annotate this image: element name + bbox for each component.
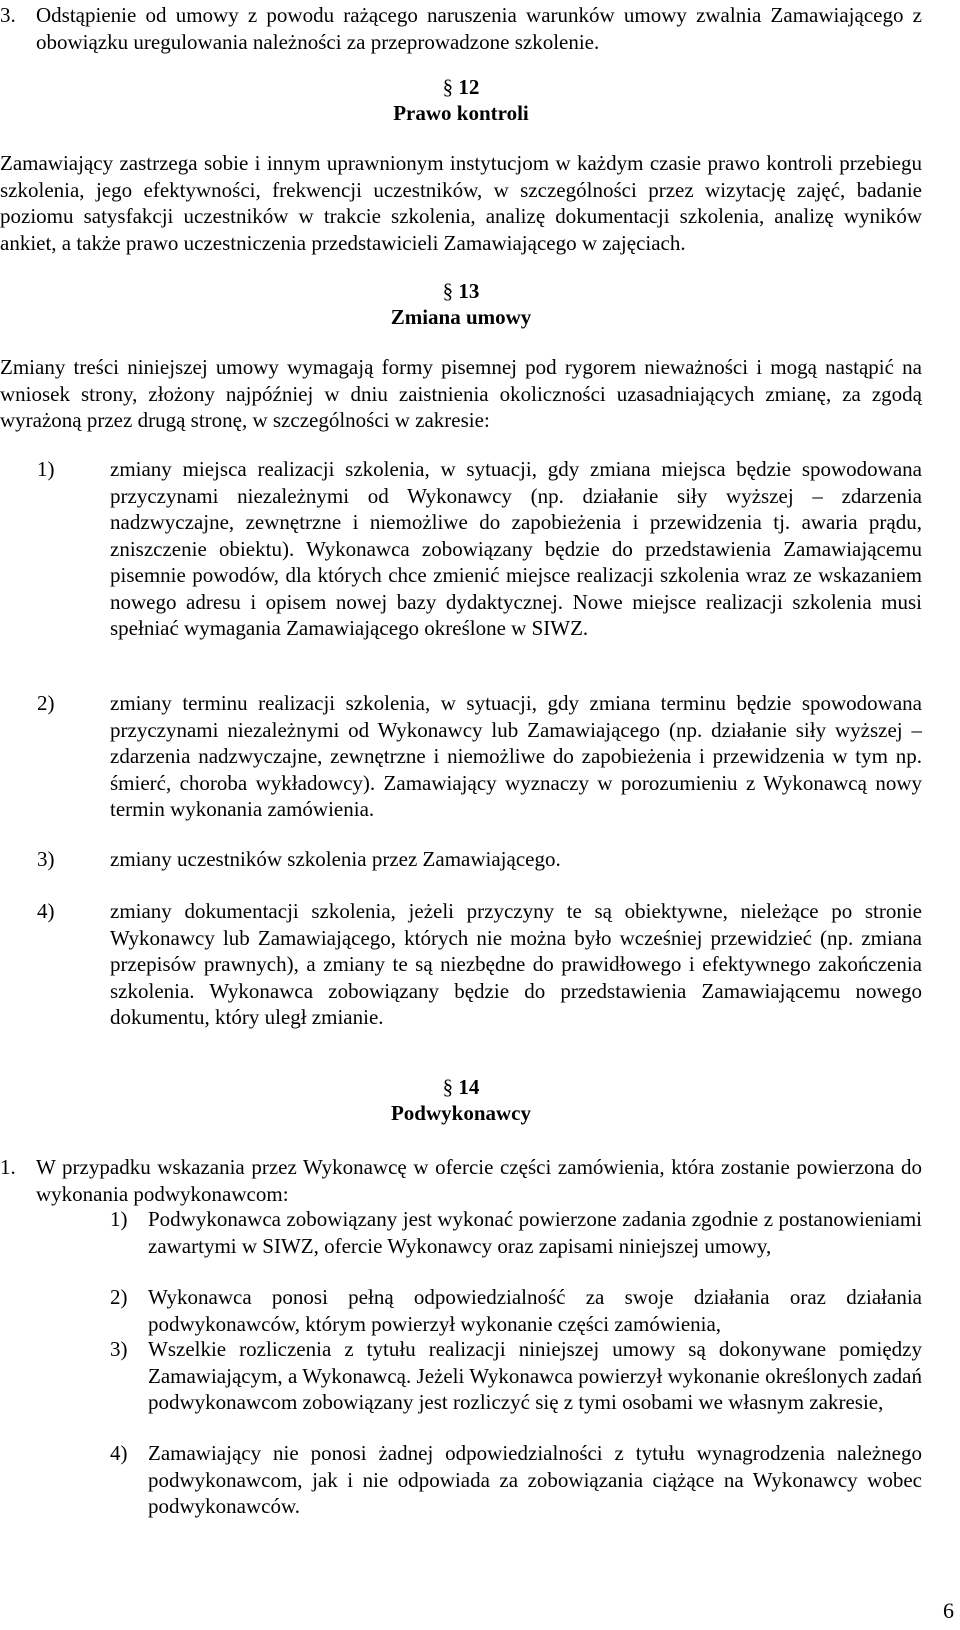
section-13-title: Zmiana umowy [390, 305, 532, 329]
list-item-number: 4) [110, 1441, 128, 1465]
section-number: 12 [458, 75, 480, 99]
list-item-text: Zamawiający nie ponosi żadnej odpowiedzialności z tytułu wynagrodzenia należnego podwykonawcom, jak i nie odpowiada za zobowiązania ciążące na Wykonawcy wobec podwykonawców. [148, 1441, 922, 1518]
section-13-heading [0, 278, 922, 305]
list-item-number: 3) [37, 847, 55, 871]
section-symbol: § [442, 279, 454, 303]
section-number: 13 [458, 279, 480, 303]
intro-item-number: 3. [0, 3, 16, 27]
section-13-body: Zmiany treści niniejszej umowy wymagają formy pisemnej pod rygorem nieważności i mogą nastąpić na wniosek strony, złożony najpóźniej w dniu zaistnienia okoliczności uzasadniających zmianę, za zgodą wyrażoną przez drugą stronę, w szczególności w zakresie: [0, 355, 922, 432]
list-item-text: Wszelkie rozliczenia z tytułu realizacji niniejszej umowy są dokonywane pomiędzy Zamawiającym, a Wykonawcą. Jeżeli Wykonawca powierzył wykonanie określonych zadań podwykonawcom zobowiązany jest rozliczyć się z tymi osobami we własnym zakresie, [148, 1337, 922, 1414]
list-item-text: zmiany uczestników szkolenia przez Zamawiającego. [110, 847, 561, 871]
list-item-text: zmiany dokumentacji szkolenia, jeżeli przyczyny te są obiektywne, nieleżące po stronie Wykonawcy lub Zamawiającego, których nie można było wcześniej przewidzieć (np. zmiana przepisów prawnych), a zmiany te są niezbędne do prawidłowego i efektywnego zakończenia szkolenia. Wykonawca zobowiązany będzie do przedstawienia Zamawiającemu nowego dokumentu, który uległ zmianie. [110, 899, 922, 1029]
list-item-number: 2) [110, 1285, 128, 1309]
page-number: 6 [943, 1598, 954, 1623]
list-item-number: 3) [110, 1337, 128, 1361]
section-symbol: § [442, 1075, 454, 1099]
section-14-title: Podwykonawcy [390, 1101, 532, 1125]
section-number: 14 [458, 1075, 480, 1099]
list-item-number: 1) [37, 457, 55, 481]
intro-item-text: Odstąpienie od umowy z powodu rażącego naruszenia warunków umowy zwalnia Zamawiającego z obowiązku uregulowania należności za przeprowadzone szkolenie. [36, 3, 922, 54]
point-number: 1. [0, 1155, 16, 1179]
point-text: W przypadku wskazania przez Wykonawcę w ofercie części zamówienia, która zostanie powierzona do wykonania podwykonawcom: [36, 1155, 922, 1206]
list-item-number: 2) [37, 691, 55, 715]
list-item-text: zmiany terminu realizacji szkolenia, w sytuacji, gdy zmiana terminu będzie spowodowana przyczynami niezależnymi od Wykonawcy lub Zamawiającego (np. działanie siły wyższej – zdarzenia nadzwyczajne, zewnętrzne i niemożliwe do zapobieżenia i przewidzenia w tym np. śmierć, choroba wykładowcy). Zamawiający wyznaczy w porozumieniu z Wykonawcą nowy termin wykonania zamówienia. [110, 691, 922, 821]
section-12-heading [0, 74, 922, 101]
section-12-body: Zamawiający zastrzega sobie i innym uprawnionym instytucjom w każdym czasie prawo kontroli przebiegu szkolenia, jego efektywności, frekwencji uczestników, w szczególności przez wizytację zajęć, badanie poziomu satysfakcji uczestników w trakcie szkolenia, analizę dokumentacji szkolenia, analizę wyników ankiet, a także prawo uczestniczenia przedstawicieli Zamawiającego w zajęciach. [0, 151, 922, 255]
list-item-text: Wykonawca ponosi pełną odpowiedzialność za swoje działania oraz działania podwykonawców, którym powierzył wykonanie części zamówienia, [148, 1285, 922, 1336]
list-item-number: 4) [37, 899, 55, 923]
section-12-title: Prawo kontroli [393, 101, 529, 125]
list-item-text: zmiany miejsca realizacji szkolenia, w sytuacji, gdy zmiana miejsca będzie spowodowana przyczynami niezależnymi od Wykonawcy (np. działanie siły wyższej – zdarzenia nadzwyczajne, zewnętrzne i niemożliwe do zapobieżenia i przewidzenia tj. awaria prądu, zniszczenie obiektu). Wykonawca zobowiązany będzie do przedstawienia Zamawiającemu pisemnie powodów, dla których chce zmienić miejsce realizacji szkolenia wraz ze wskazaniem nowego adresu i opisem nowej bazy dydaktycznej. Nowe miejsce realizacji szkolenia musi spełniać wymagania Zamawiającego określone w SIWZ. [110, 457, 922, 640]
list-item-number: 1) [110, 1207, 128, 1231]
section-14-heading [0, 1074, 922, 1101]
section-symbol: § [442, 75, 454, 99]
list-item-text: Podwykonawca zobowiązany jest wykonać powierzone zadania zgodnie z postanowieniami zawartymi w SIWZ, ofercie Wykonawcy oraz zapisami niniejszej umowy, [148, 1207, 922, 1258]
